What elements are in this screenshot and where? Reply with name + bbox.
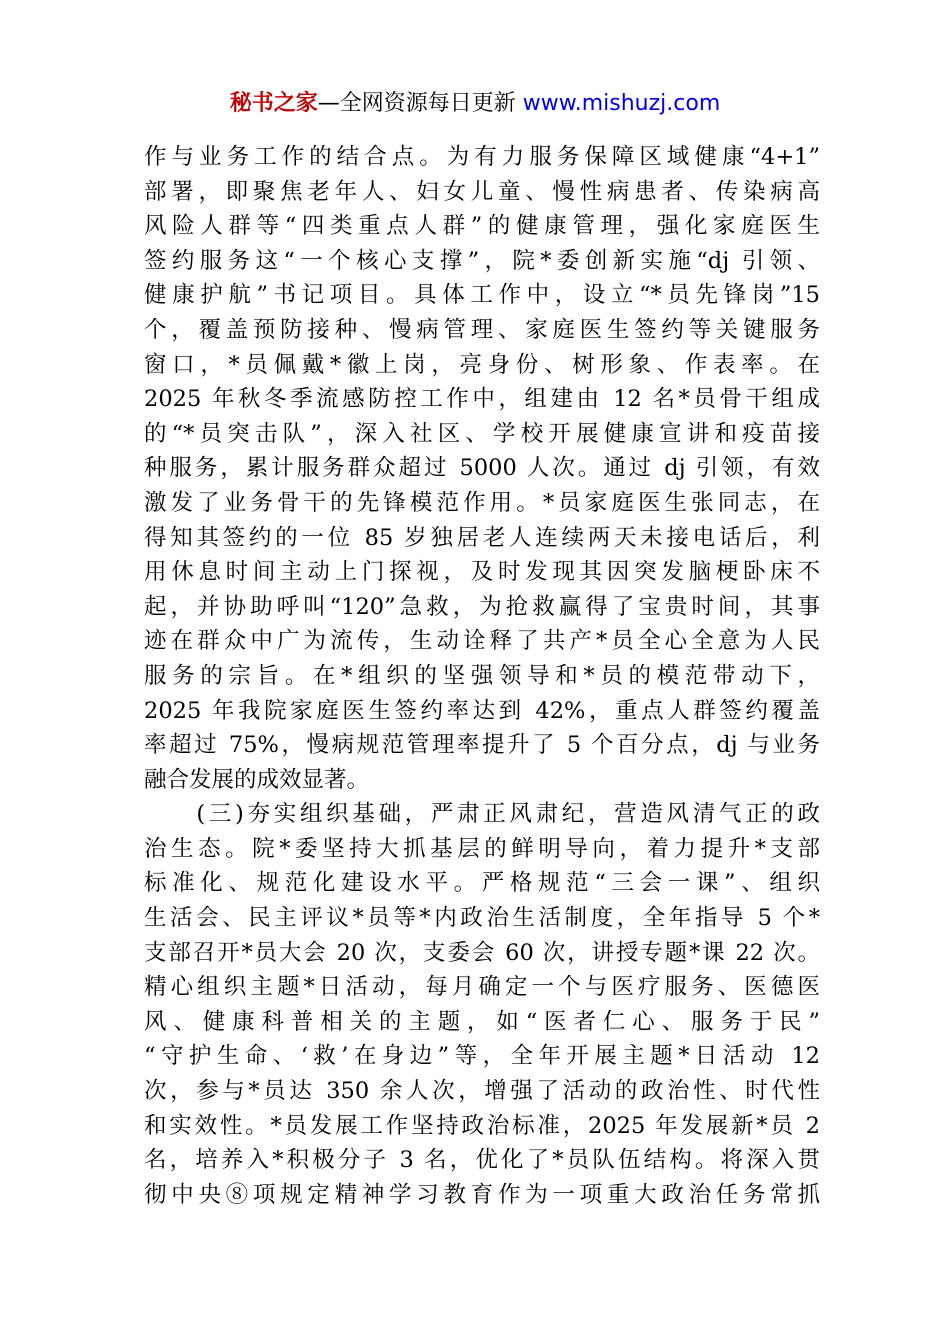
site-header (0, 88, 950, 120)
text-line: 彻中央⑧项规定精神学习教育作为一项重大政治任务常抓 (144, 1181, 820, 1208)
section-heading-line: (三)夯实组织基础，严肃正风肃纪，营造风清气正的政 (144, 801, 820, 828)
text-line: 健康护航”书记项目。具体工作中，设立“*员先锋岗”15 (144, 282, 820, 309)
text-line: 签约服务这“一个核心支撑”，院*委创新实施“dj 引领、 (144, 247, 820, 274)
text-line: 迹在群众中广为流传，生动诠释了共产*员全心全意为人民 (144, 628, 820, 655)
text-line: “守护生命、‘救’在身边”等，全年开展主题*日活动 12 (144, 1043, 820, 1070)
text-line: 支部召开*员大会 20 次，支委会 60 次，讲授专题*课 22 次。 (144, 939, 820, 966)
text-line: 2025 年我院家庭医生签约率达到 42%，重点人群签约覆盖 (144, 697, 820, 724)
text-line: 治生态。院*委坚持大抓基层的鲜明导向，着力提升*支部 (144, 835, 820, 862)
text-line: 窗口，*员佩戴*徽上岗，亮身份、树形象、作表率。在 (144, 351, 820, 378)
paragraph-end-line: 融合发展的成效显著。 (144, 766, 370, 793)
text-line: 种服务，累计服务群众超过 5000 人次。通过 dj 引领，有效 (144, 455, 820, 482)
text-line: 2025 年秋冬季流感防控工作中，组建由 12 名*员骨干组成 (144, 386, 820, 413)
text-line: 的“*员突击队”，深入社区、学校开展健康宣讲和疫苗接 (144, 420, 820, 447)
text-line: 风险人群等“四类重点人群”的健康管理，强化家庭医生 (144, 213, 820, 240)
header-tagline: —全网资源每日更新 (317, 91, 523, 116)
text-line: 作与业务工作的结合点。为有力服务保障区域健康“4+1” (144, 144, 820, 170)
text-line: 和实效性。*员发展工作坚持政治标准，2025 年发展新*员 2 (144, 1112, 820, 1139)
text-line: 标准化、规范化建设水平。严格规范“三会一课”、组织 (144, 870, 820, 897)
text-line: 个，覆盖预防接种、慢病管理、家庭医生签约等关键服务 (144, 316, 820, 343)
text-line: 次，参与*员达 350 余人次，增强了活动的政治性、时代性 (144, 1078, 820, 1105)
text-line: 得知其签约的一位 85 岁独居老人连续两天未接电话后，利 (144, 524, 820, 551)
text-line: 名，培养入*积极分子 3 名，优化了*员队伍结构。将深入贯 (144, 1147, 820, 1174)
text-line: 部署，即聚焦老年人、妇女儿童、慢性病患者、传染病高 (144, 178, 820, 205)
text-line: 起，并协助呼叫“120”急救，为抢救赢得了宝贵时间，其事 (144, 593, 820, 620)
text-line: 激发了业务骨干的先锋模范作用。*员家庭医生张同志，在 (144, 489, 820, 516)
text-line: 用休息时间主动上门探视，及时发现其因突发脑梗卧床不 (144, 559, 820, 586)
text-line: 服务的宗旨。在*组织的坚强领导和*员的模范带动下， (144, 662, 820, 689)
text-line: 风、健康科普相关的主题，如“医者仁心、服务于民” (144, 1008, 820, 1035)
document-body (144, 140, 820, 1212)
brand-name: 秘书之家 (229, 91, 318, 116)
text-line: 生活会、民主评议*员等*内政治生活制度，全年指导 5 个* (144, 905, 820, 932)
text-line: 精心组织主题*日活动，每月确定一个与医疗服务、医德医 (144, 974, 820, 1001)
site-url-link[interactable]: www.mishuzj.com (522, 91, 721, 116)
text-line: 率超过 75%，慢病规范管理率提升了 5 个百分点，dj 与业务 (144, 732, 820, 759)
